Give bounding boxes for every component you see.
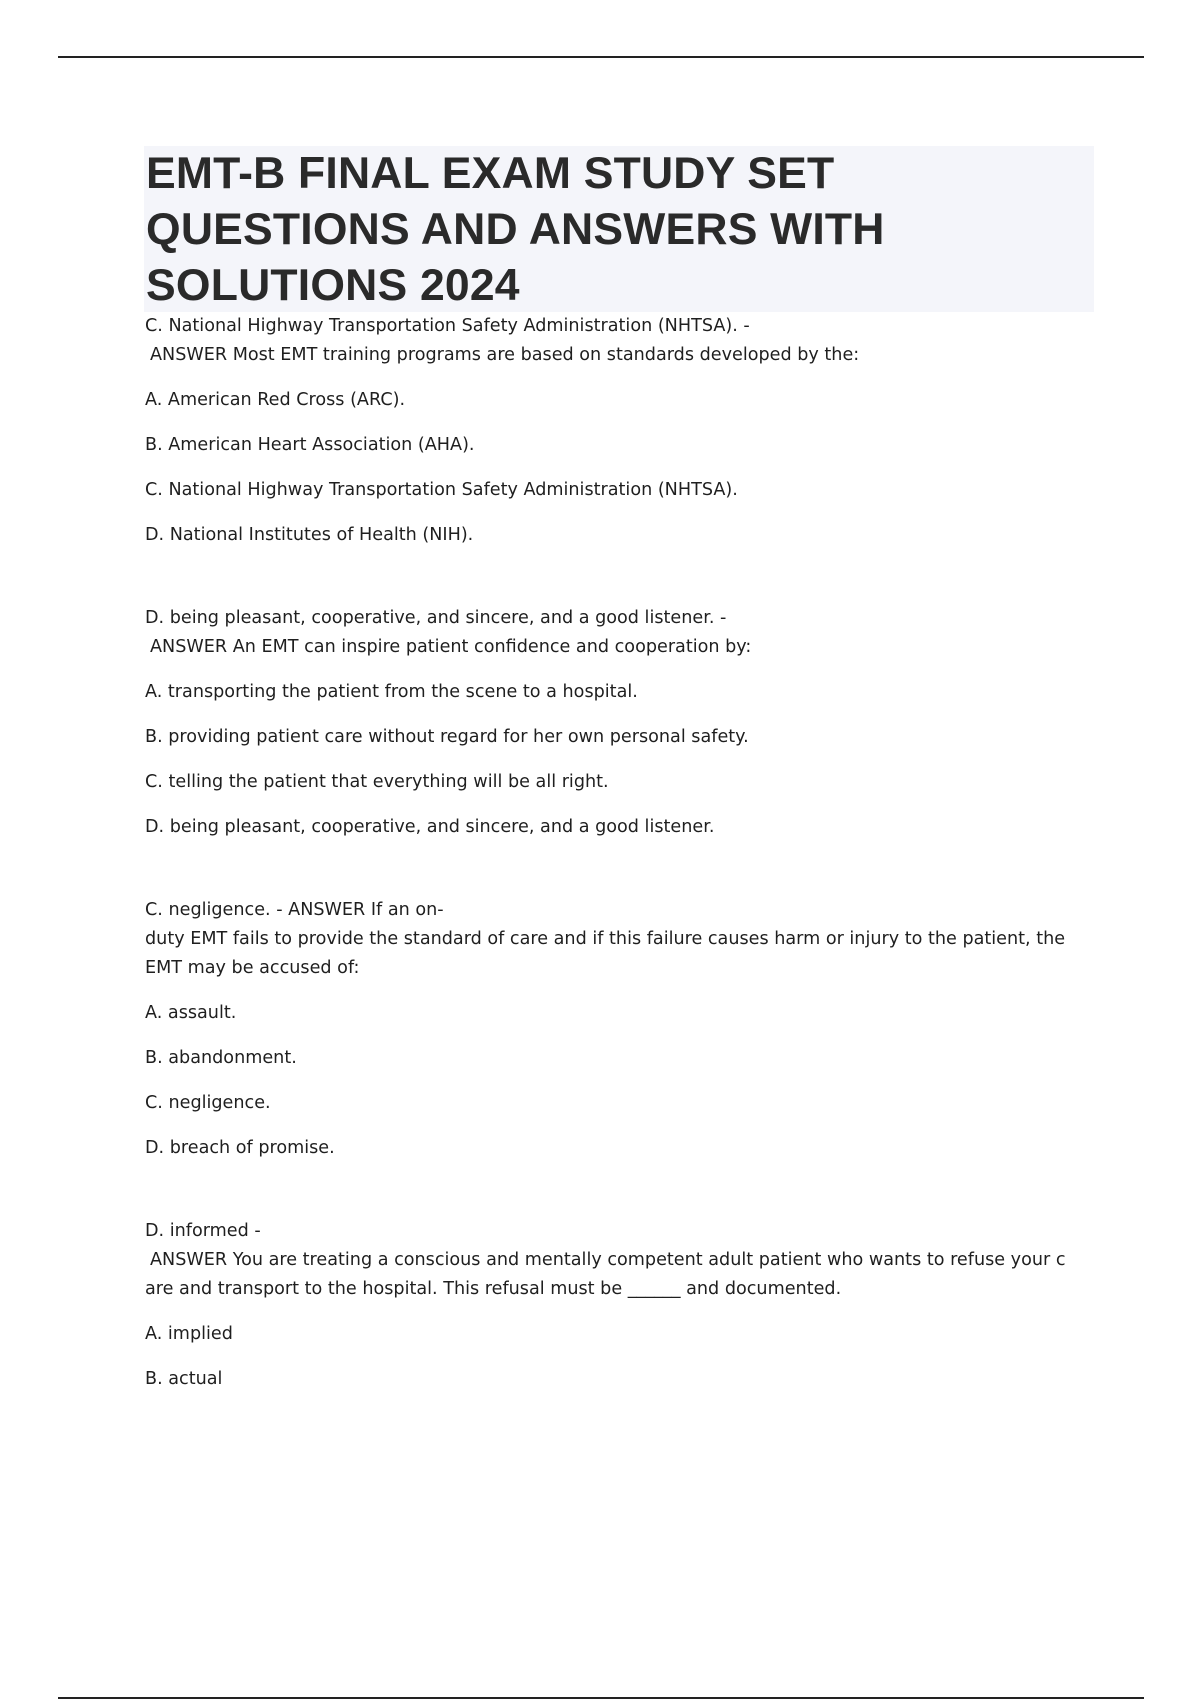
option-item: B. actual (145, 1369, 223, 1389)
answer-line: D. informed - (145, 1221, 261, 1241)
title-line: EMT-B FINAL EXAM STUDY SET (146, 149, 835, 198)
title-line: SOLUTIONS 2024 (146, 261, 520, 310)
top-rule (58, 56, 1144, 58)
option-item: B. abandonment. (145, 1048, 297, 1068)
question-line: ANSWER Most EMT training programs are based on standards developed by the: (150, 345, 860, 365)
question-line: EMT may be accused of: (145, 958, 360, 978)
question-line: are and transport to the hospital. This refusal must be ______ and documented. (145, 1279, 842, 1299)
option-item: D. being pleasant, cooperative, and sincere, and a good listener. (145, 817, 715, 837)
qa-list (145, 312, 1095, 1410)
qa-item (145, 896, 1095, 1163)
bottom-rule (58, 1697, 1144, 1699)
question-line: duty EMT fails to provide the standard of care and if this failure causes harm or injury to the patient, the (145, 929, 1066, 949)
option-list (145, 1320, 1095, 1394)
qa-item (145, 604, 1095, 842)
qa-item (145, 312, 1095, 550)
question-line: ANSWER An EMT can inspire patient confidence and cooperation by: (150, 637, 752, 657)
qa-heading (145, 1217, 1095, 1304)
option-item: D. National Institutes of Health (NIH). (145, 525, 474, 545)
answer-line: C. negligence. - ANSWER If an on- (145, 900, 444, 920)
option-item: C. National Highway Transportation Safety Administration (NHTSA). (145, 480, 738, 500)
option-item: A. assault. (145, 1003, 237, 1023)
option-item: D. breach of promise. (145, 1138, 335, 1158)
qa-heading (145, 312, 1095, 370)
qa-heading (145, 604, 1095, 662)
answer-line: D. being pleasant, cooperative, and sincere, and a good listener. - (145, 608, 727, 628)
option-list (145, 386, 1095, 550)
option-item: B. American Heart Association (AHA). (145, 435, 475, 455)
qa-item (145, 1217, 1095, 1394)
question-line: ANSWER You are treating a conscious and mentally competent adult patient who wants to refuse your c (150, 1250, 1066, 1270)
option-list (145, 999, 1095, 1163)
title-block (144, 146, 1094, 312)
option-item: C. telling the patient that everything will be all right. (145, 772, 609, 792)
option-item: A. implied (145, 1324, 233, 1344)
option-item: A. transporting the patient from the scene to a hospital. (145, 682, 638, 702)
document-title (144, 146, 1094, 314)
option-item: C. negligence. (145, 1093, 271, 1113)
answer-line: C. National Highway Transportation Safety Administration (NHTSA). - (145, 316, 750, 336)
option-item: A. American Red Cross (ARC). (145, 390, 406, 410)
option-item: B. providing patient care without regard for her own personal safety. (145, 727, 749, 747)
option-list (145, 678, 1095, 842)
title-line: QUESTIONS AND ANSWERS WITH (146, 205, 885, 254)
qa-heading (145, 896, 1095, 983)
